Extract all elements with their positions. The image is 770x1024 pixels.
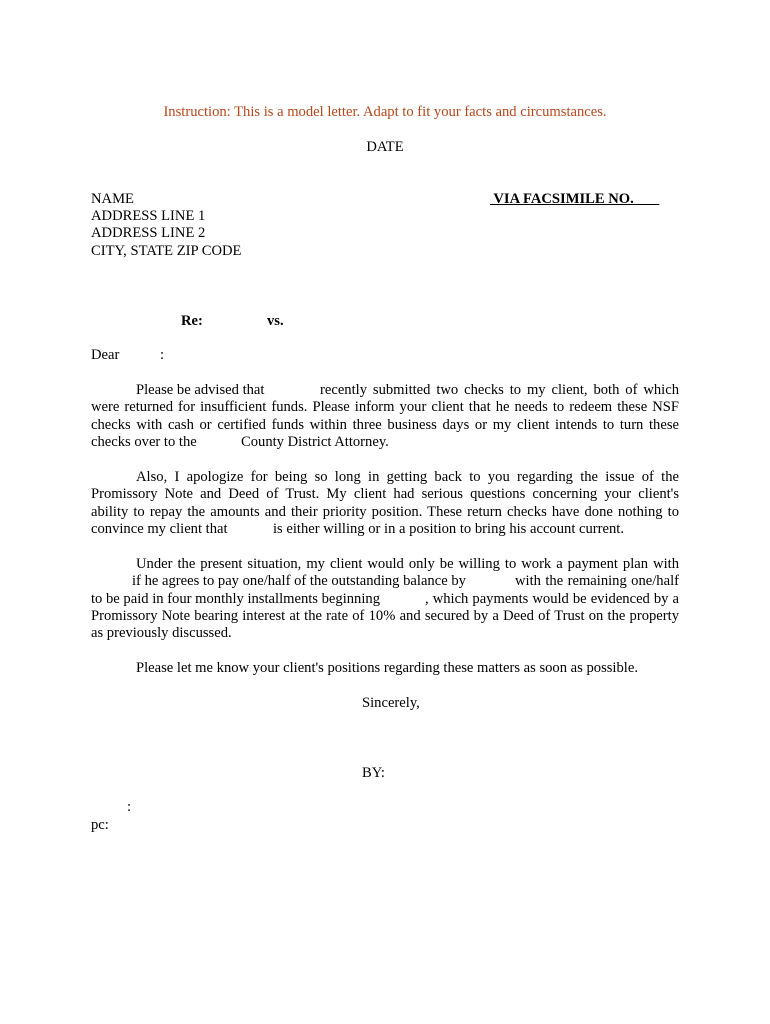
paragraph3-line: Promissory Note bearing interest at the rate of 10% and secured by a Deed of Trust on the property: [91, 608, 679, 624]
date: DATE: [366, 139, 404, 155]
paragraph2-line: is either willing or in a position to bring his account current.: [273, 521, 624, 537]
paragraph1-line: County District Attorney.: [241, 434, 389, 450]
paragraph1-line: checks over to the: [91, 434, 197, 450]
salutation: Dear: [91, 347, 120, 363]
paragraph3-line: , which payments would be evidenced by a: [425, 591, 679, 607]
salutation-colon: :: [160, 347, 165, 363]
recipient-address-1: ADDRESS LINE 1: [91, 208, 206, 224]
paragraph2-line: Also, I apologize for being so long in getting back to you regarding the issue of the: [136, 469, 679, 485]
paragraph4: Please let me know your client's positions regarding these matters as soon as possible.: [136, 660, 638, 676]
paragraph1-line: Please be advised that: [136, 382, 265, 398]
closing: Sincerely,: [362, 695, 420, 711]
recipient-address-2: ADDRESS LINE 2: [91, 225, 206, 241]
paragraph1-line: checks with cash or certified funds within three business days or my client intends to turn these: [91, 417, 679, 433]
paragraph3-line: to be paid in four monthly installments beginning: [91, 591, 381, 607]
pc-label: pc:: [91, 817, 109, 833]
instruction-note: Instruction: This is a model letter. Adapt to fit your facts and circumstances.: [163, 104, 607, 120]
paragraph3-line: if he agrees to pay one/half of the outstanding balance by: [132, 573, 466, 589]
signature-by: BY:: [362, 765, 385, 781]
paragraph1-line: recently submitted two checks to my client, both of which: [320, 382, 679, 398]
paragraph3-line: with the remaining one/half: [515, 573, 679, 589]
recipient-city-state-zip: CITY, STATE ZIP CODE: [91, 243, 242, 259]
footer-colon: :: [127, 799, 132, 815]
paragraph3-line: as previously discussed.: [91, 625, 232, 641]
re-label: Re:: [181, 313, 203, 329]
paragraph2-line: ability to repay the amounts and their priority position. These return checks have done nothing to: [91, 504, 679, 520]
re-vs: vs.: [267, 313, 284, 329]
paragraph1-line: were returned for insufficient funds. Please inform your client that he needs to redeem these NSF: [91, 399, 679, 415]
via-facsimile: VIA FACSIMILE NO.: [490, 191, 660, 207]
paragraph3-line: Under the present situation, my client would only be willing to work a payment plan with: [136, 556, 679, 572]
recipient-name: NAME: [91, 191, 134, 207]
paragraph2-line: convince my client that: [91, 521, 228, 537]
paragraph2-line: Promissory Note and Deed of Trust. My client had serious questions concerning your client's: [91, 486, 679, 502]
